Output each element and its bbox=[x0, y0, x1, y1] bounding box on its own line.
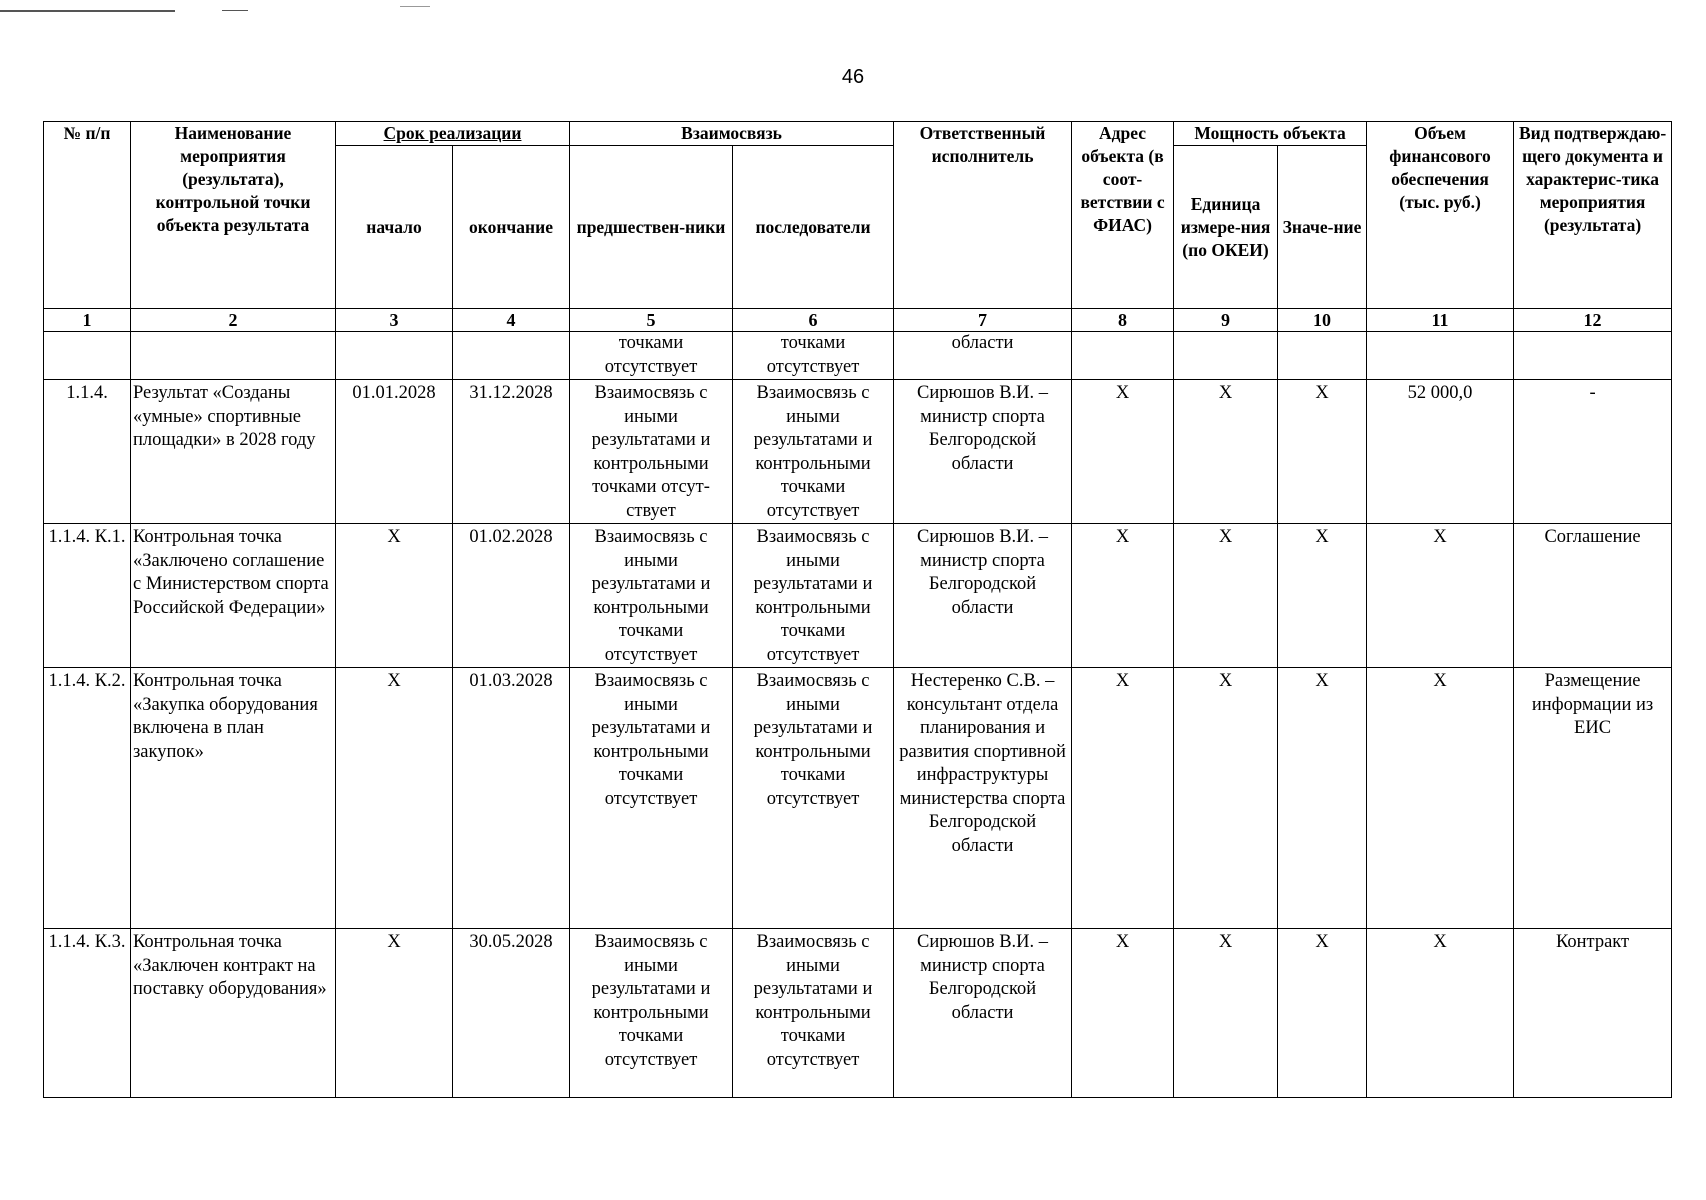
cell-end: 01.02.2028 bbox=[453, 524, 570, 668]
cell-prev: Взаимосвязь с иными результатами и контрольными точками отсутствует bbox=[570, 929, 733, 1098]
cell-address: X bbox=[1072, 380, 1174, 524]
page-number: 46 bbox=[841, 66, 865, 88]
cell-prev: Взаимосвязь с иными результатами и контрольными точками отсутствует bbox=[570, 524, 733, 668]
column-number: 5 bbox=[570, 309, 733, 332]
cell-next: Взаимосвязь с иными результатами и контрольными точками отсутствует bbox=[733, 380, 894, 524]
header-finance: Объем финансового обеспечения (тыс. руб.) bbox=[1367, 122, 1514, 309]
cell-value: X bbox=[1278, 668, 1367, 929]
header-period: Срок реализации bbox=[336, 122, 570, 146]
header-address: Адрес объекта (в соот-ветствии с ФИАС) bbox=[1072, 122, 1174, 309]
header-relation-next: последователи bbox=[733, 146, 894, 309]
cell-num: 1.1.4. К.3. bbox=[44, 929, 131, 1098]
cell-name: Контрольная точка «Закупка оборудования включена в план закупок» bbox=[131, 668, 336, 929]
cell-address: X bbox=[1072, 524, 1174, 668]
header-capacity: Мощность объекта bbox=[1174, 122, 1367, 146]
column-number: 6 bbox=[733, 309, 894, 332]
header-relation-prev: предшествен-ники bbox=[570, 146, 733, 309]
cell-prev: Взаимосвязь с иными результатами и контрольными точками отсутствует bbox=[570, 668, 733, 929]
column-number: 9 bbox=[1174, 309, 1278, 332]
cell-start: X bbox=[336, 929, 453, 1098]
column-number: 12 bbox=[1514, 309, 1672, 332]
header-doc-type: Вид подтверждаю-щего документа и характерис-тика мероприятия (результата) bbox=[1514, 122, 1672, 309]
cell-next: Взаимосвязь с иными результатами и контрольными точками отсутствует bbox=[733, 929, 894, 1098]
column-number: 1 bbox=[44, 309, 131, 332]
plan-table bbox=[43, 121, 1672, 1098]
cell-name: Результат «Созданы «умные» спортивные площадки» в 2028 году bbox=[131, 380, 336, 524]
column-number: 3 bbox=[336, 309, 453, 332]
table-row bbox=[44, 524, 1672, 668]
cell-doc: Соглашение bbox=[1514, 524, 1672, 668]
cell-executor: Сирюшов В.И. – министр спорта Белгородской области bbox=[894, 524, 1072, 668]
cell-doc: Контракт bbox=[1514, 929, 1672, 1098]
cell-num: 1.1.4. К.1. bbox=[44, 524, 131, 668]
cell-next: точками отсутствует bbox=[733, 332, 894, 380]
table-header bbox=[44, 122, 1672, 332]
cell-name: Контрольная точка «Заключено соглашение с Министерством спорта Российской Федерации» bbox=[131, 524, 336, 668]
cell-address: X bbox=[1072, 668, 1174, 929]
header-capacity-value: Значе-ние bbox=[1278, 146, 1367, 309]
cell-next: Взаимосвязь с иными результатами и контрольными точками отсутствует bbox=[733, 668, 894, 929]
cell-finance: X bbox=[1367, 668, 1514, 929]
cell-prev: точками отсутствует bbox=[570, 332, 733, 380]
column-number: 8 bbox=[1072, 309, 1174, 332]
header-period-end: окончание bbox=[453, 146, 570, 309]
cell-value: X bbox=[1278, 380, 1367, 524]
table-row bbox=[44, 668, 1672, 929]
header-num: № п/п bbox=[44, 122, 131, 309]
cell-unit: X bbox=[1174, 380, 1278, 524]
cell-end: 01.03.2028 bbox=[453, 668, 570, 929]
column-number: 11 bbox=[1367, 309, 1514, 332]
cell-unit: X bbox=[1174, 929, 1278, 1098]
cell-address: X bbox=[1072, 929, 1174, 1098]
header-capacity-unit: Единица измере-ния (по ОКЕИ) bbox=[1174, 146, 1278, 309]
cell-start: X bbox=[336, 668, 453, 929]
header-relation: Взаимосвязь bbox=[570, 122, 894, 146]
table-row bbox=[44, 929, 1672, 1098]
cell-doc: - bbox=[1514, 380, 1672, 524]
column-number: 4 bbox=[453, 309, 570, 332]
column-number: 2 bbox=[131, 309, 336, 332]
cell-start: 01.01.2028 bbox=[336, 380, 453, 524]
scan-artifact-line bbox=[400, 6, 430, 7]
cell-finance: 52 000,0 bbox=[1367, 380, 1514, 524]
cell-finance: X bbox=[1367, 524, 1514, 668]
cell-end: 31.12.2028 bbox=[453, 380, 570, 524]
column-number: 7 bbox=[894, 309, 1072, 332]
cell-executor: области bbox=[894, 332, 1072, 380]
cell-name: Контрольная точка «Заключен контракт на поставку оборудования» bbox=[131, 929, 336, 1098]
cell-executor: Нестеренко С.В. – консультант отдела планирования и развития спортивной инфраструктуры министерства спорта Белгородской области bbox=[894, 668, 1072, 929]
table-row bbox=[44, 380, 1672, 524]
column-number: 10 bbox=[1278, 309, 1367, 332]
header-executor: Ответственный исполнитель bbox=[894, 122, 1072, 309]
cell-executor: Сирюшов В.И. – министр спорта Белгородской области bbox=[894, 929, 1072, 1098]
header-name: Наименование мероприятия (результата), контрольной точки объекта результата bbox=[131, 122, 336, 309]
cell-next: Взаимосвязь с иными результатами и контрольными точками отсутствует bbox=[733, 524, 894, 668]
cell-num: 1.1.4. К.2. bbox=[44, 668, 131, 929]
scan-artifact-line bbox=[0, 10, 175, 12]
cell-start: X bbox=[336, 524, 453, 668]
cell-unit: X bbox=[1174, 668, 1278, 929]
cell-finance: X bbox=[1367, 929, 1514, 1098]
cell-executor: Сирюшов В.И. – министр спорта Белгородской области bbox=[894, 380, 1072, 524]
cell-value: X bbox=[1278, 524, 1367, 668]
cell-end: 30.05.2028 bbox=[453, 929, 570, 1098]
scan-artifact-line bbox=[222, 10, 248, 11]
cell-prev: Взаимосвязь с иными результатами и контрольными точками отсут-ствует bbox=[570, 380, 733, 524]
table-row-continuation bbox=[44, 332, 1672, 380]
header-period-start: начало bbox=[336, 146, 453, 309]
cell-value: X bbox=[1278, 929, 1367, 1098]
cell-doc: Размещение информации из ЕИС bbox=[1514, 668, 1672, 929]
cell-num: 1.1.4. bbox=[44, 380, 131, 524]
cell-unit: X bbox=[1174, 524, 1278, 668]
